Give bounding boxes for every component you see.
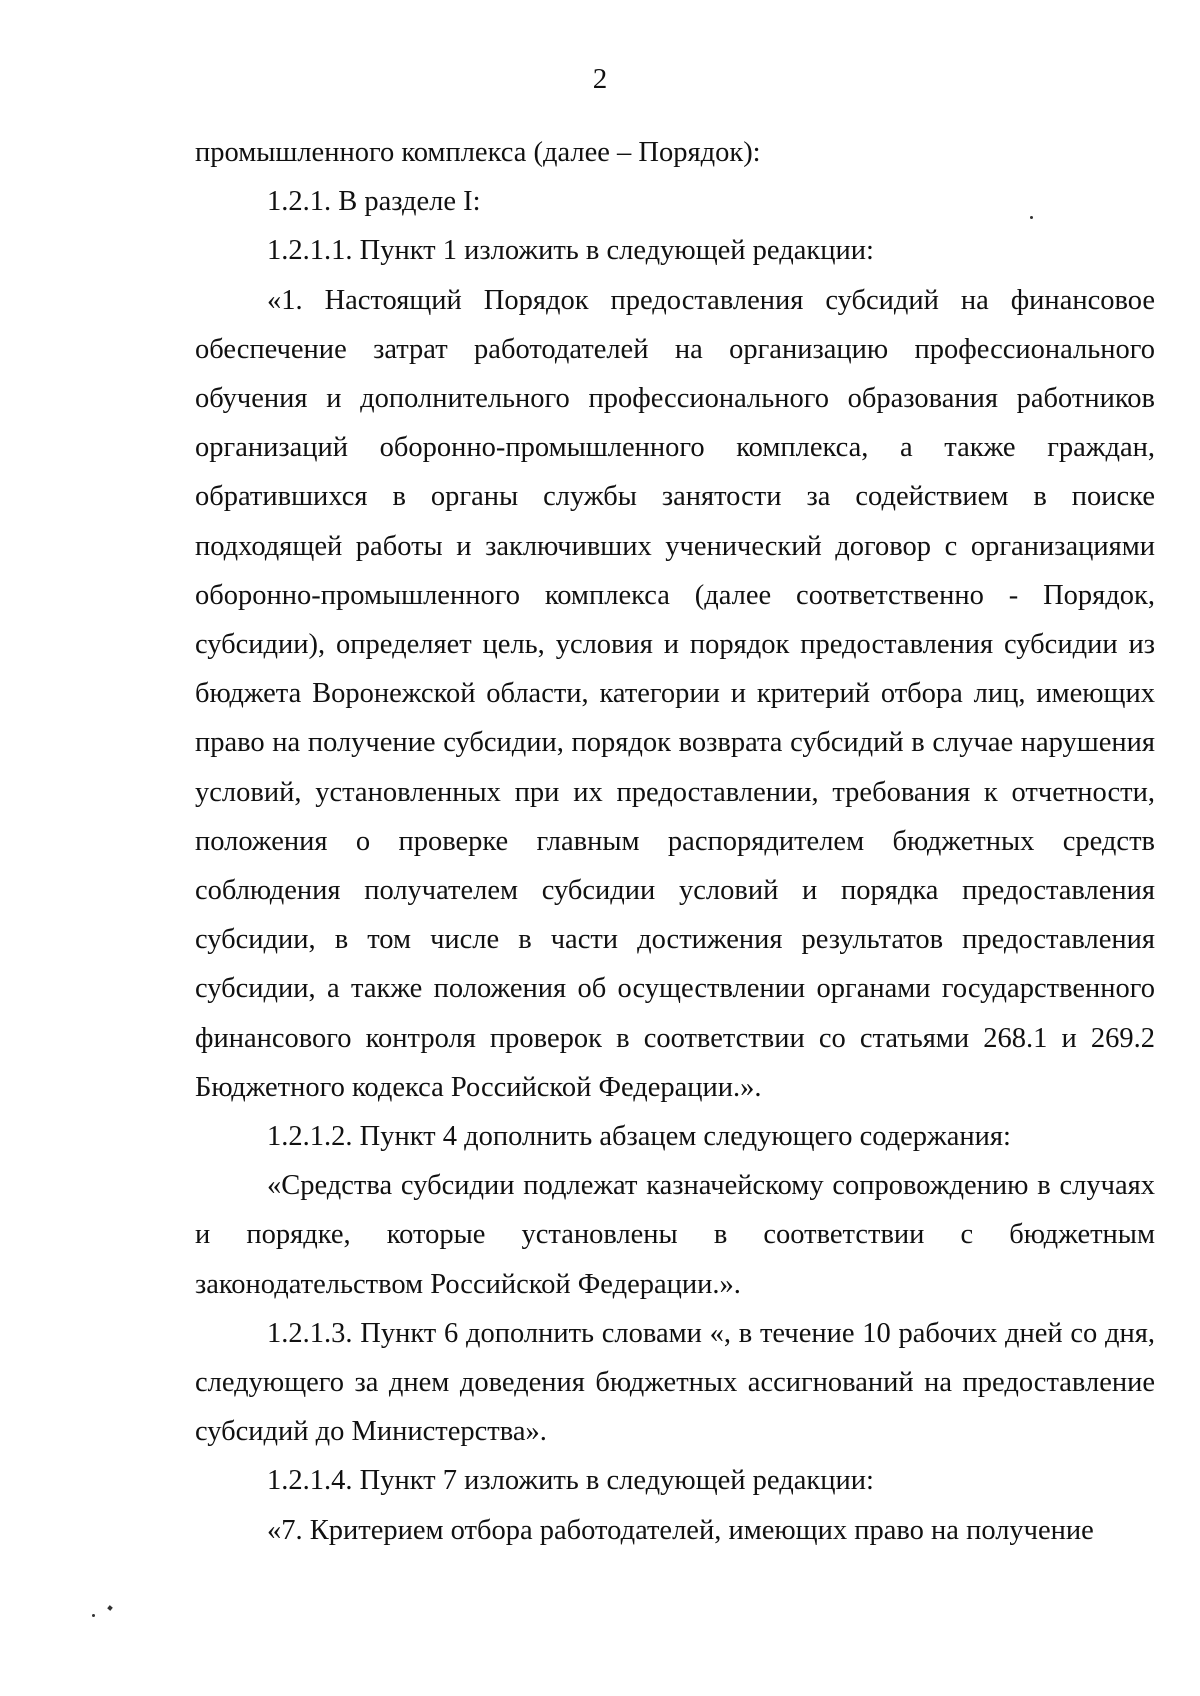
- scan-speck: [107, 1605, 113, 1611]
- scan-speck: [92, 1614, 95, 1617]
- paragraph-clause-3: 1.2.1.3. Пункт 6 дополнить словами «, в течение 10 рабочих дней со дня, следующего за днем доведения бюджетных ассигнований на предоставление субсидий до Министерства».: [195, 1317, 1155, 1448]
- page-number: 2: [592, 63, 608, 95]
- paragraph-clause-4-text: «7. Критерием отбора работодателей, имеющих право на получение: [267, 1514, 1094, 1546]
- paragraph-clause-2: 1.2.1.2. Пункт 4 дополнить абзацем следующего содержания:: [267, 1121, 1011, 1153]
- paragraph-clause-1-text: «1. Настоящий Порядок предоставления субсидий на финансовое обеспечение затрат работодателей на организацию профессионального обучения и дополнительного профессионального образования работников организаций оборонно-промышленного комплекса, а также граждан, обратившихся в органы службы занятости за содействием в поиске подходящей работы и заключивших ученический договор с организациями оборонно-промышленного комплекса (далее соответственно - Порядок, субсидии), определяет цель, условия и порядок предоставления субсидии из бюджета Воронежской области, категории и критерий отбора лиц, имеющих право на получение субсидии, порядок возврата субсидий в случае нарушения условий, установленных при их предоставлении, требования к отчетности, положения о проверке главным распорядителем бюджетных средств соблюдения получателем субсидии условий и порядка предоставления субсидии, в том числе в части достижения результатов предоставления субсидии, а также положения об осуществлении органами государственного финансового контроля проверок в соответствии со статьями 268.1 и 269.2 Бюджетного кодекса Российской Федерации.».: [195, 284, 1155, 1103]
- paragraph-clause-1: 1.2.1.1. Пункт 1 изложить в следующей редакции:: [267, 235, 874, 267]
- paragraph-section-heading: 1.2.1. В разделе I:: [267, 186, 481, 218]
- paragraph-continuation: промышленного комплекса (далее – Порядок):: [195, 137, 761, 168]
- paragraph-clause-2-text: «Средства субсидии подлежат казначейскому сопровождению в случаях и порядке, которые установлены в соответствии с бюджетным законодательством Российской Федерации.».: [195, 1170, 1155, 1300]
- document-body: [195, 128, 1155, 1555]
- scan-speck: [1030, 216, 1033, 219]
- paragraph-clause-4: 1.2.1.4. Пункт 7 изложить в следующей редакции:: [267, 1465, 874, 1497]
